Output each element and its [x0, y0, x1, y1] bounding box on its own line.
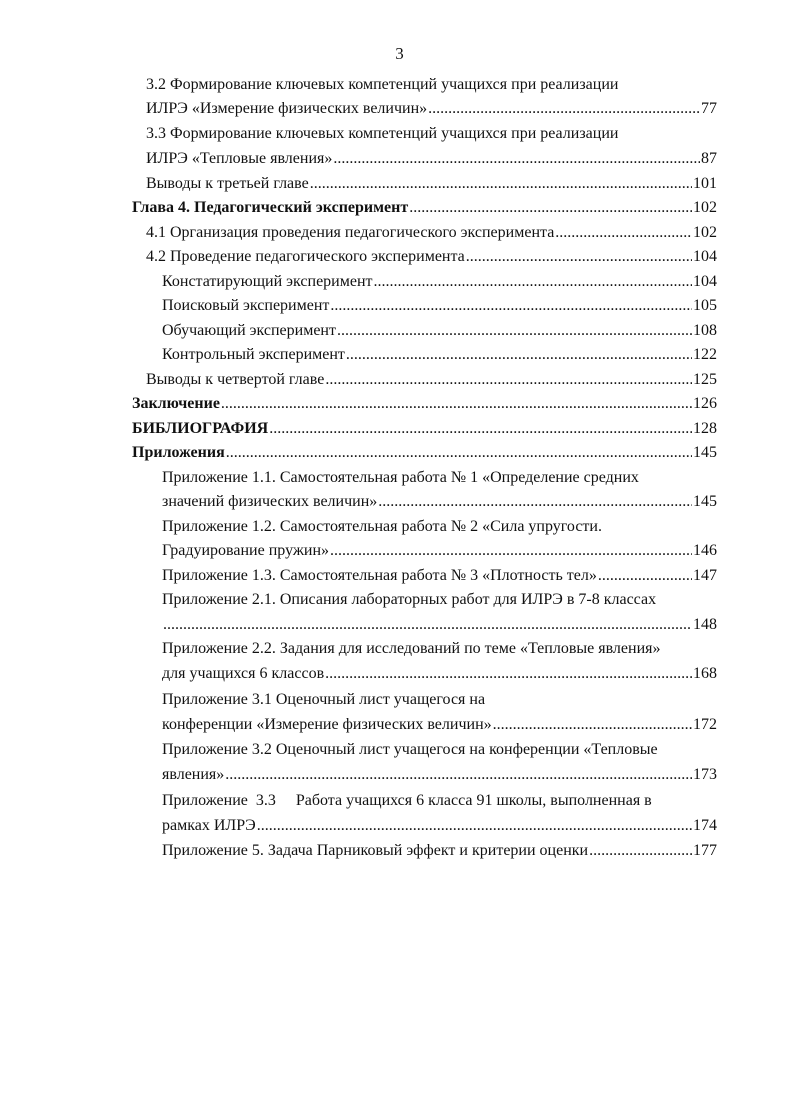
leader-dots	[257, 816, 692, 835]
toc-entry-title: Приложение 1.3. Самостоятельная работа № 3 «Плотность тел»	[162, 567, 597, 584]
toc-entry-3-2-first-line: 3.2 Формирование ключевых компетенций учащихся при реализации	[146, 76, 619, 93]
toc-page-number: 87	[701, 150, 717, 167]
leader-dots	[226, 443, 692, 462]
toc-page-number: 173	[693, 766, 717, 783]
leader-dots	[163, 615, 692, 634]
toc-entry-appendix-1-2-first-line: Приложение 1.2. Самостоятельная работа № 2 «Сила упругости.	[162, 518, 602, 535]
toc-entry-title: Приложение 5. Задача Парниковый эффект и критерии оценки	[162, 842, 589, 859]
toc-page-number: 177	[693, 842, 717, 859]
toc-page-number: 148	[693, 616, 717, 633]
toc-entry-title: БИБЛИОГРАФИЯ	[132, 420, 269, 437]
toc-entry-title: Заключение	[132, 395, 220, 412]
toc-entry-3-3-first-line: 3.3 Формирование ключевых компетенций учащихся при реализации	[146, 125, 619, 142]
leader-dots	[225, 765, 692, 784]
toc-page-number: 145	[693, 444, 717, 461]
toc-entry-chapter3-conclusions	[146, 174, 717, 193]
toc-entry-title: Выводы к четвертой главе	[146, 371, 325, 388]
toc-entry-appendix-2-2	[162, 664, 717, 683]
toc-page-number: 125	[693, 371, 717, 388]
toc-page-number: 108	[693, 322, 717, 339]
leader-dots	[374, 272, 692, 291]
toc-entry-appendix-5	[162, 841, 717, 860]
leader-dots	[378, 492, 692, 511]
leader-dots	[409, 198, 692, 217]
toc-entry-bibliography	[132, 419, 717, 438]
toc-entry-title: значений физических величин»	[162, 493, 378, 510]
leader-dots	[325, 370, 692, 389]
toc-entry-conclusion	[132, 394, 717, 413]
toc-entry-title: явления»	[162, 766, 225, 783]
toc-page-number: 122	[693, 346, 717, 363]
toc-entry-title: Градуирование пружин»	[162, 542, 330, 559]
toc-entry-chapter4-conclusions	[146, 370, 717, 389]
leader-dots	[330, 541, 692, 560]
toc-page-number: 168	[693, 665, 717, 682]
toc-entry-title: рамках ИЛРЭ	[162, 817, 256, 834]
leader-dots	[221, 394, 692, 413]
toc-entry-teaching-experiment	[162, 321, 717, 340]
leader-dots	[333, 149, 700, 168]
toc-entry-title: ИЛРЭ «Тепловые явления»	[146, 150, 333, 167]
toc-entry-appendices	[132, 443, 717, 462]
toc-entry-chapter-4	[132, 198, 717, 217]
toc-entry-title: Глава 4. Педагогический эксперимент	[132, 199, 409, 216]
toc-page-number: 104	[693, 248, 717, 265]
toc-entry-3-3	[146, 149, 717, 168]
leader-dots	[428, 99, 700, 118]
toc-page-number: 77	[701, 100, 717, 117]
toc-page-number: 145	[693, 493, 717, 510]
leader-dots	[493, 715, 692, 734]
toc-entry-appendix-1-3	[162, 566, 717, 585]
toc-entry-appendix-3-1	[162, 715, 717, 734]
leader-dots	[330, 296, 692, 315]
toc-page-number: 102	[693, 224, 717, 241]
toc-entry-appendix-3-3	[162, 816, 717, 835]
toc-page-number: 146	[693, 542, 717, 559]
toc-entry-appendix-2-1	[162, 615, 717, 634]
toc-entry-title: конференции «Измерение физических величин»	[162, 716, 492, 733]
toc-entry-title: Констатирующий эксперимент	[162, 273, 373, 290]
leader-dots	[325, 664, 692, 683]
leader-dots	[269, 419, 692, 438]
toc-entry-appendix-2-1-first-line: Приложение 2.1. Описания лабораторных работ для ИЛРЭ в 7-8 классах	[162, 591, 657, 608]
toc-page-number: 102	[693, 199, 717, 216]
toc-page-number: 147	[693, 567, 717, 584]
toc-page-number: 101	[693, 175, 717, 192]
toc-entry-appendix-1-1-first-line: Приложение 1.1. Самостоятельная работа № 1 «Определение средних	[162, 469, 639, 486]
toc-page-number: 104	[693, 273, 717, 290]
toc-entry-4-2	[146, 247, 717, 266]
toc-entry-control-experiment	[162, 345, 717, 364]
toc-entry-title: 4.1 Организация проведения педагогического эксперимента	[146, 224, 555, 241]
page-number: 3	[395, 44, 404, 63]
toc-entry-title: Контрольный эксперимент	[162, 346, 345, 363]
toc-page-number: 105	[693, 297, 717, 314]
toc-entry-title: 4.2 Проведение педагогического эксперимента	[146, 248, 465, 265]
toc-entry-appendix-3-3-first-line: Приложение 3.3 Работа учащихся 6 класса 91 школы, выполненная в	[162, 792, 652, 809]
toc-entry-appendix-3-2-first-line: Приложение 3.2 Оценочный лист учащегося на конференции «Тепловые	[162, 741, 658, 758]
toc-entry-title: ИЛРЭ «Измерение физических величин»	[146, 100, 428, 117]
toc-page-number: 128	[693, 420, 717, 437]
toc-entry-title: Поисковый эксперимент	[162, 297, 330, 314]
toc-entry-title: Обучающий эксперимент	[162, 322, 336, 339]
toc-entry-title: Выводы к третьей главе	[146, 175, 309, 192]
leader-dots	[555, 223, 692, 242]
leader-dots	[466, 247, 692, 266]
toc-entry-3-2	[146, 99, 717, 118]
toc-entry-ascertaining-experiment	[162, 272, 717, 291]
toc-entry-title: для учащихся 6 классов	[162, 665, 325, 682]
leader-dots	[346, 345, 692, 364]
toc-entry-title: Приложения	[132, 444, 225, 461]
leader-dots	[337, 321, 692, 340]
leader-dots	[589, 841, 692, 860]
toc-entry-search-experiment	[162, 296, 717, 315]
toc-entry-appendix-2-2-first-line: Приложение 2.2. Задания для исследований по теме «Тепловые явления»	[162, 640, 661, 657]
toc-entry-appendix-1-2	[162, 541, 717, 560]
toc-page-number: 126	[693, 395, 717, 412]
toc-page-number: 172	[693, 716, 717, 733]
toc-entry-4-1	[146, 223, 717, 242]
toc-entry-appendix-3-1-first-line: Приложение 3.1 Оценочный лист учащегося на	[162, 691, 486, 708]
leader-dots	[310, 174, 692, 193]
toc-page-number: 174	[693, 817, 717, 834]
toc-entry-appendix-1-1	[162, 492, 717, 511]
toc-entry-appendix-3-2	[162, 765, 717, 784]
leader-dots	[598, 566, 692, 585]
